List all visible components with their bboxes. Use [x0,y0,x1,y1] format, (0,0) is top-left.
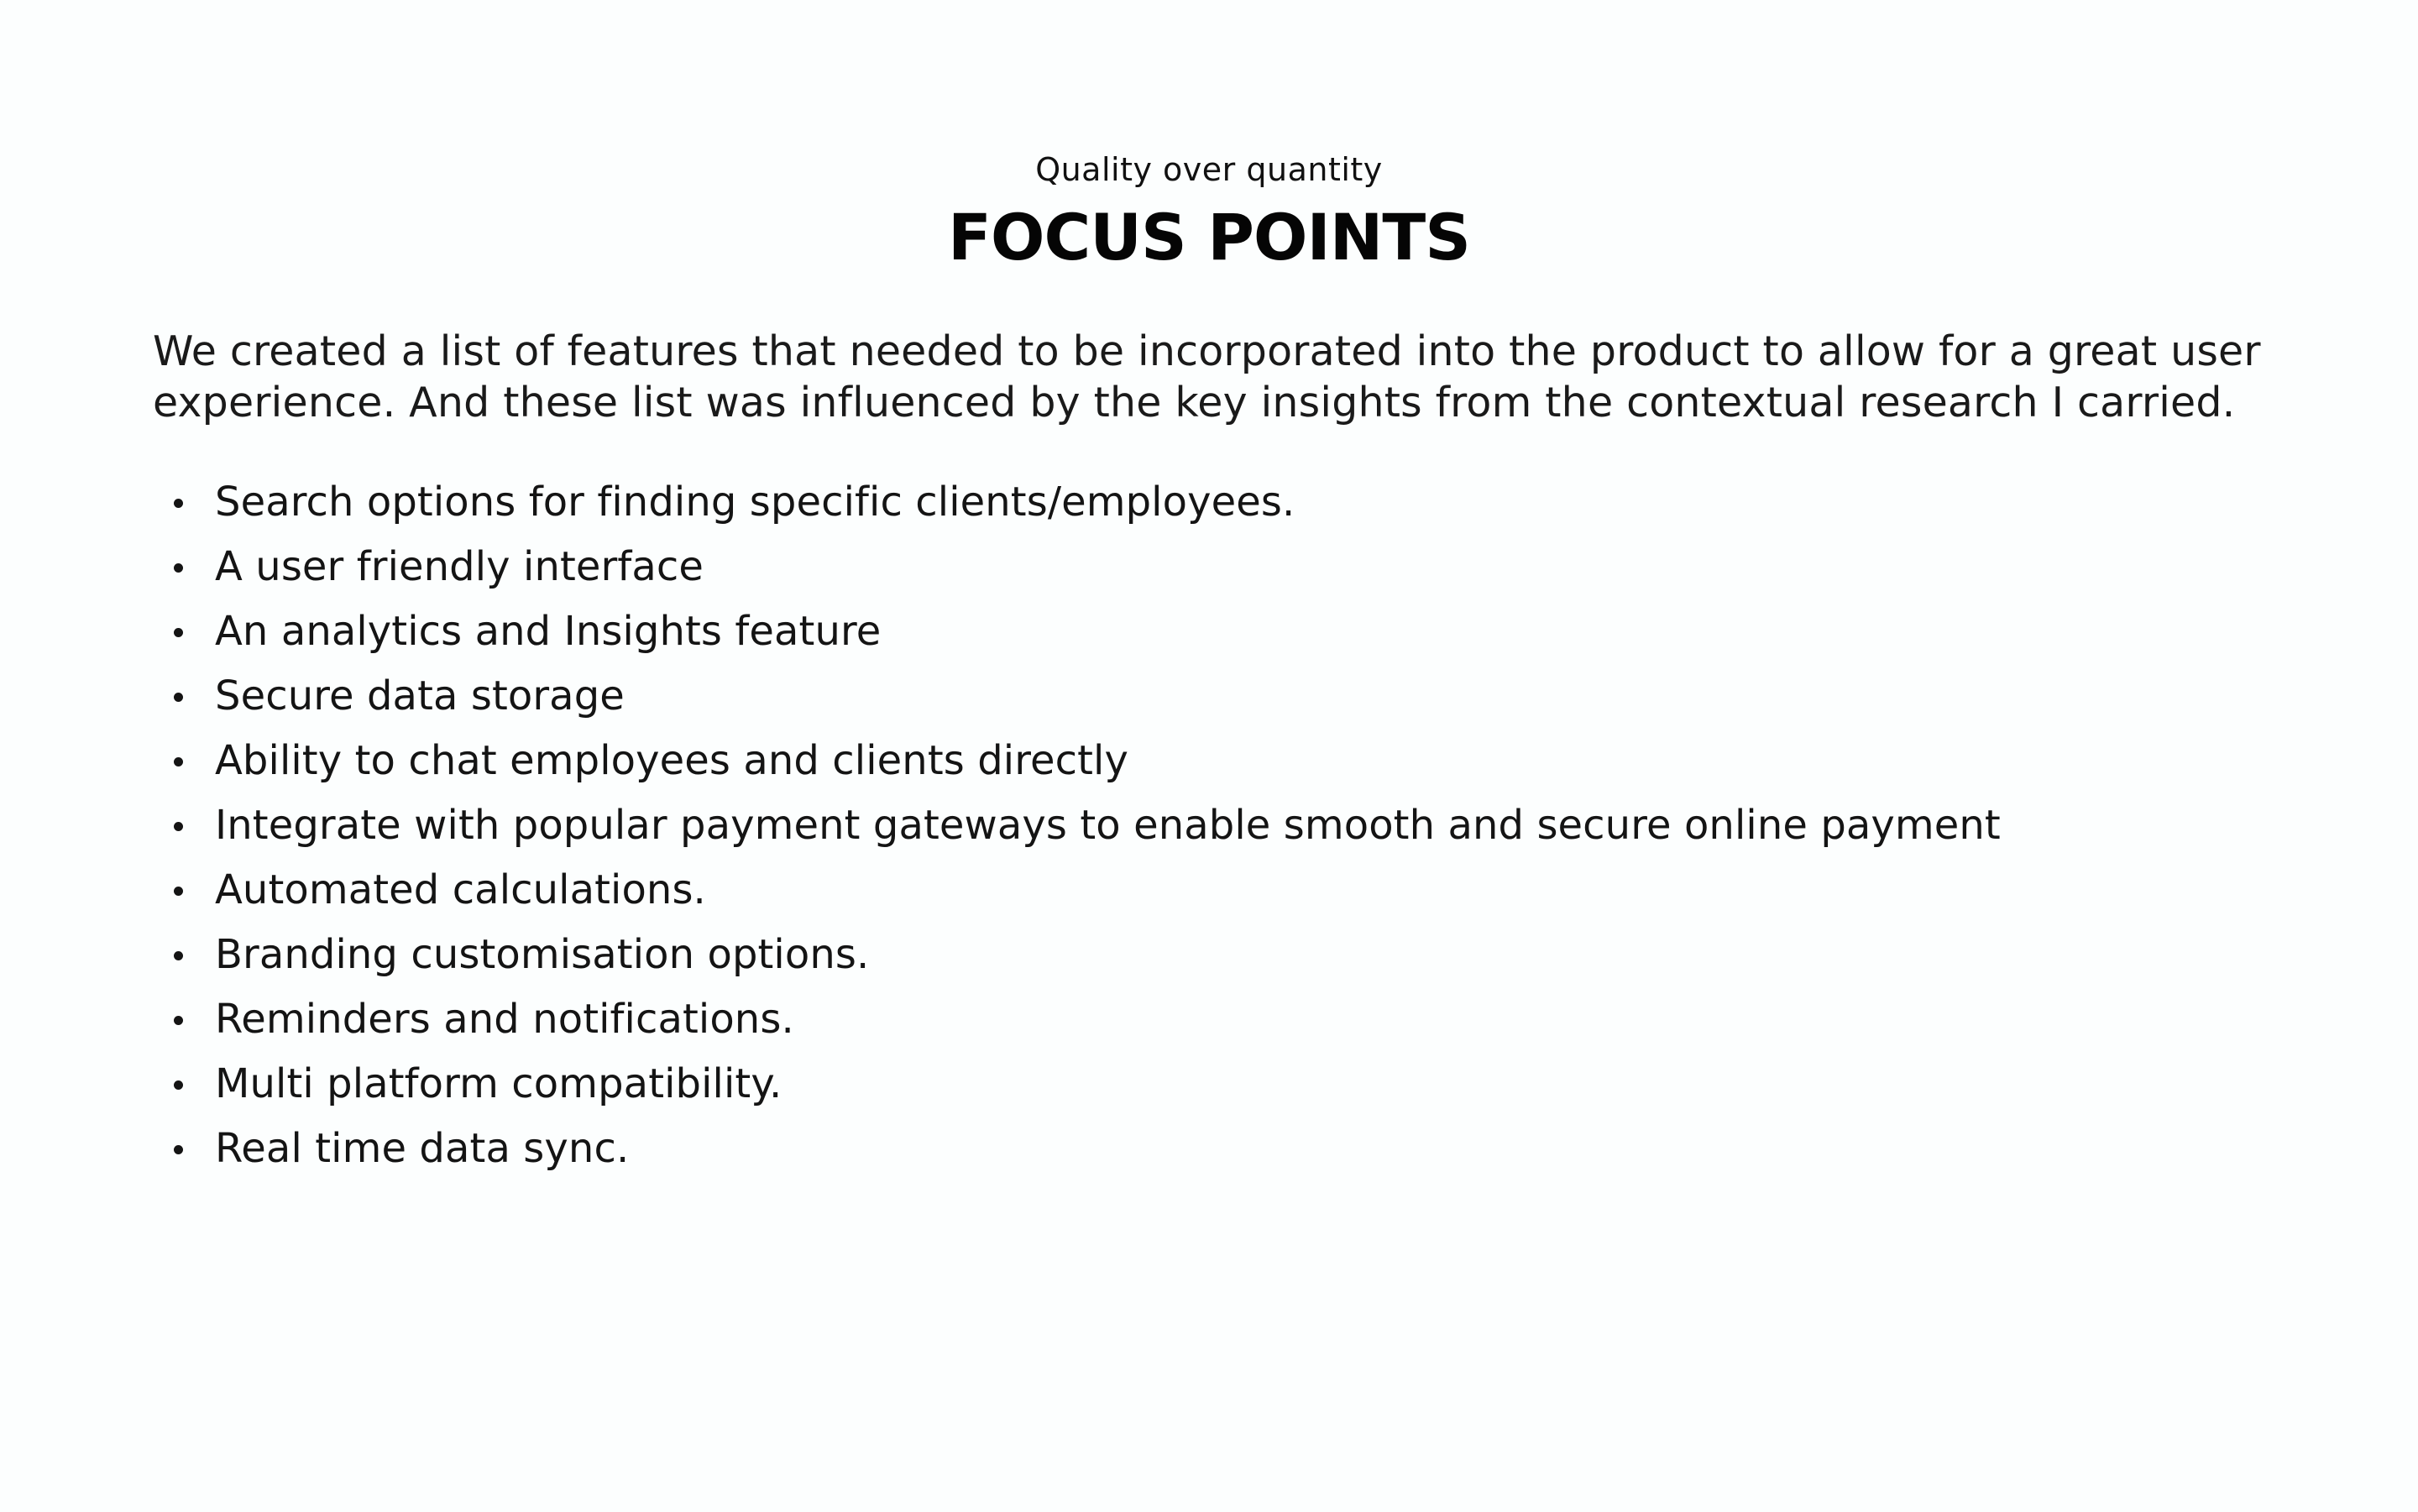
feature-item: An analytics and Insights feature [215,599,2062,664]
feature-item: Search options for finding specific clients/employees. [215,470,2062,535]
intro-paragraph: We created a list of features that needed to be incorporated into the product to allow for a great user experience. And these list was influenced by the key insights from the contextual research I carried. [153,327,2261,426]
feature-item: Integrate with popular payment gateways to enable smooth and secure online payment [215,793,2062,858]
feature-item: A user friendly interface [215,535,2062,599]
feature-item: Real time data sync. [215,1117,2062,1181]
section-eyebrow: Quality over quantity [1035,151,1383,188]
feature-item: Branding customisation options. [215,923,2062,987]
feature-item: Multi platform compatibility. [215,1052,2062,1117]
page-title: FOCUS POINTS [948,200,1470,275]
feature-item: Ability to chat employees and clients directly [215,729,2062,793]
feature-list [153,470,2062,1181]
feature-item: Secure data storage [215,664,2062,729]
feature-item: Reminders and notifications. [215,987,2062,1052]
feature-item: Automated calculations. [215,858,2062,923]
